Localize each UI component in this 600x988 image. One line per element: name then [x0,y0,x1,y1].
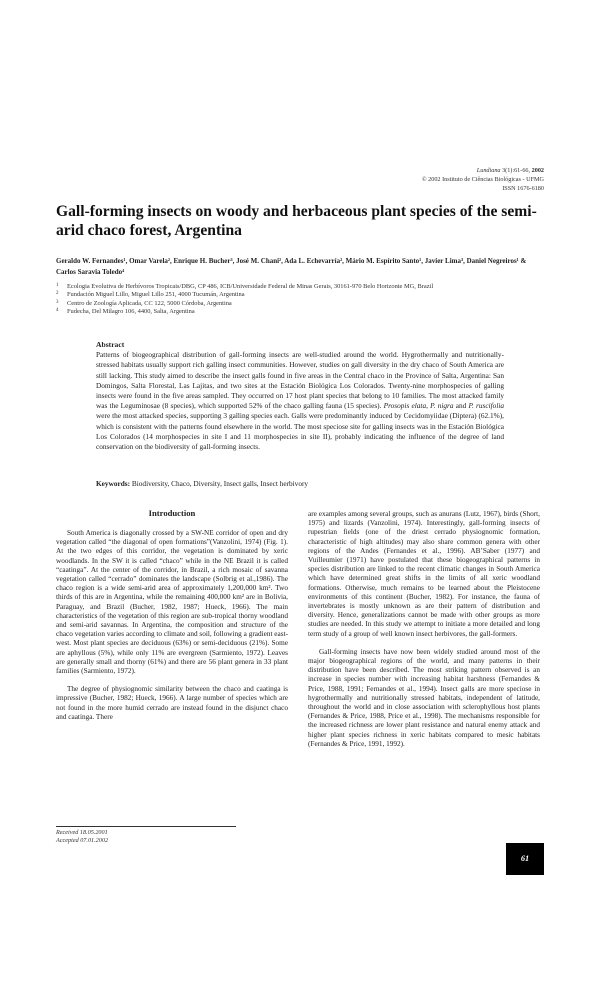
species-name: P. ruscifolia [468,401,505,411]
received-dates [56,826,236,846]
page-number: 61 [506,843,544,875]
keywords-line [96,479,504,489]
affiliation-text: Ecologia Evolutiva de Herbívoros Tropicais/DBG, CP 486, ICB/Universidade Federal de Minas Gerais, 30161-970 Belo Horizonte MG, Brazil [67,283,434,290]
affiliation-text: Fudecha, Del Milagro 106, 4400, Salta, Argentina [67,307,195,315]
abstract-text: and [453,401,469,411]
abstract-text: were the most attacked species, supporting 3 galling species each. Galls were predominantly induced by Cecidomyiidae (Diptera) (62.1%), which is consistent with the patterns found elsewhere in the world. The most speciose site for galling insects was in the Estación Biológica Los Colorados (14 morphospecies in site I and 11 morphospecies in site II), probably indicating the influence of the degree of land conservation on the biodiversity of gall-forming insects. [96,411,504,452]
affiliation-number: 4 [56,307,59,313]
abstract-heading: Abstract [96,340,125,349]
journal-name: Lundiana [476,167,501,174]
left-column [56,508,288,731]
right-column [308,510,540,758]
abstract-text: Patterns of biogeographical distribution of gall-forming insects are well-studied around the world. Hygrothermally and nutritionally-stressed habitats usually support rich galling insect communities. However, studies on gall diversity in the dry chaco of South America are still lacking. This study aimed to describe the insect galls found in five areas in the Central chaco in the Province of Salta, Argentina: San Domingos, Salta Florestal, Las Lajitas, and two sites at the Estación Biológica Los Colorados. Twenty-nine morphospecies of galling insects were found in the five areas sampled. They occurred on 17 host plant species that belong to 10 families. The most attacked family was the Leguminosae (8 species), which supported 52% of the chaco galling fauna (15 species). [96,350,504,411]
keywords-label: Keywords: [96,479,131,488]
journal-year: 2002 [531,167,544,174]
journal-volume: 3(1):61-66, [500,167,532,174]
journal-copyright: © 2002 Instituto de Ciências Biológicas - UFMG [421,176,544,183]
received-date: Received 18.05.2001 [56,829,108,836]
author-list: Geraldo W. Fernandes¹, Omar Varela², Enrique H. Bucher³, José M. Chani², Ada L. Echevarría², Mário M. Espírito Santo¹, Javier Lima³, Daniel Negreiros¹ & Carlos Saravia Toledo⁴ [56,257,527,276]
body-paragraph: Gall-forming insects have now been widely studied around most of the major biogeographical regions of the world, and many patterns in their distribution have been described. The most striking pattern observed is an increase in species number with increasing habitat harshness (Fernandes & Price, 1988, 1991; Fernandes et al., 1994). Insect galls are more speciose in hygrothermally and nutritionally stressed habitats, independent of latitude, throughout the world and in close association with sclerophyllous host plants (Fernandes & Price, 1988, Price et al., 1998). The mechanisms responsible for the increased richness are lower plant resistance and natural enemy attack and higher plant species richness in xeric habitats compared to mesic habitats (Fernandes & Price, 1991, 1992). [308,647,540,748]
affiliation-text: Fundación Miguel Lillo, Miguel Lillo 251, 4000 Tucumán, Argentina [67,291,245,299]
abstract-section [96,340,504,452]
journal-issn: ISSN 1676-6180 [502,185,544,192]
affiliation-item [56,300,546,308]
abstract-body [96,350,504,452]
affiliation-text: Centro de Zoología Aplicada, CC 122, 5000 Córdoba, Argentina [67,299,232,307]
affiliation-item [56,283,546,291]
affiliation-list [56,283,546,316]
keywords-text: Biodiversity, Chaco, Diversity, Insect galls, Insect herbivory [130,479,309,488]
body-paragraph: South America is diagonally crossed by a SW-NE corridor of open and dry vegetation called “the diagonal of open formations”(Vanzolini, 1974) (Fig. 1). At the two edges of this corridor, the vegetation is dominated by xeric woodlands. In the SW it is called “chaco” while in the NE Brazil it is called “caatinga”. At the center of the corridor, in Brazil, a rich mosaic of savanna vegetation called “cerrado” dominates the landscape (Solbrig et al.,1986). The chaco region is a wide semi-arid area of approximately 1,200,000 km². Two thirds of this are in Argentina, while the remaining 400,000 km² are in Bolivia, Paraguay, and Brazil (Bucher, 1982, 1987; Hueck, 1966). The main characteristics of the vegetation of this region are sub-tropical thorny woodland and semi-arid savannas. In Argentina, the composition and structure of the chaco vegetation varies according to climate and soil, following a gradient east-west. Most plant species are deciduous (63%) or semi-deciduous (21%). Some are aphyllous (5%), while only 11% are evergreen (Sarmiento, 1972). Leaves are generally small and thorny (61%) and there are 56 plant genera in 33 plant families (Sarmiento, 1972). [56,529,288,676]
affiliation-item [56,291,546,299]
affiliation-number: 1 [56,283,59,288]
species-name: Prosopis elata [383,401,427,411]
body-paragraph: are examples among several groups, such as anurans (Lutz, 1967), birds (Short, 1975) and lizards (Vanzolini, 1974). Interestingly, gall-forming insects of rupestrian fields (one of the driest cerrado physiognomic formation, characteristic of high altitudes) may also share common genera with other regions of the Andes (Fernandes et al., 1996). AB’Saber (1977) and Vuilleumier (1971) have postulated that these biogeographical patterns in species distribution are linked to the recent climatic changes in South America which have determined great shifts in the limits of all xeric woodland formations. Otherwise, much remains to be learned about the Pleistocene environments of this continent (Bucher, 1982). For instance, the fauna of invertebrates is mostly unknown as are their pattern of distribution and diversity. Hence, generalizations cannot be made with other groups as more studies are needed. In this study we attempt to initiate a more detailed and long term study of a group of well known insect herbivores, the gall-formers. [308,510,540,638]
abstract-text: , [426,401,431,411]
paper-title: Gall-forming insects on woody and herbaceous plant species of the semi-arid chaco forest, Argentina [56,203,537,239]
journal-citation [284,166,544,175]
body-paragraph: The degree of physiognomic similarity between the chaco and caatinga is impressive (Bucher, 1982; Hueck, 1966). A large number of species which are not found in the more humid cerrado are instead found in the disjunct chaco and caatinga. There [56,685,288,721]
species-name: P. nigra [430,401,454,411]
accepted-date: Accepted 07.01.2002 [56,837,109,845]
affiliation-number: 3 [56,299,59,305]
affiliation-item [56,308,546,316]
section-heading-introduction: Introduction [148,508,196,518]
journal-masthead [284,166,544,193]
affiliation-number: 2 [56,291,59,297]
